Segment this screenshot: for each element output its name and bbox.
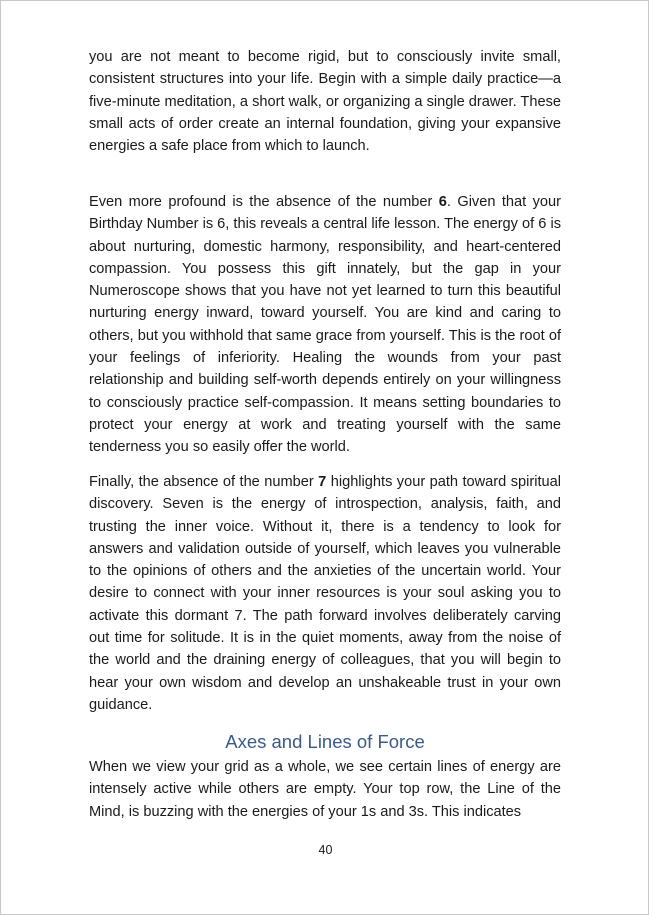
text-run: Finally, the absence of the number [89, 474, 319, 490]
paragraph-number-7 [89, 471, 561, 716]
paragraph-lines-of-force [89, 756, 561, 823]
paragraph-structure [89, 46, 561, 157]
text-run: Even more profound is the absence of the number [89, 194, 439, 210]
page-number: 40 [318, 843, 333, 857]
text-run: highlights your path toward spiritual discovery. Seven is the energy of introspection, analysis, faith, and trusting the inner voice. Without it, there is a tendency to look for answers and validation outside of yourself, which leaves you vulnerable to the opinions of others and the anxieties of the uncertain world. Your desire to connect with your inner resources is your soul asking you to activate this dormant 7. The path forward involves deliberately carving out time for solitude. It is in the quiet moments, away from the noise of the world and the draining energy of colleagues, that you will begin to hear your own wisdom and develop an unshakeable trust in your own guidance. [89, 474, 561, 713]
bold-number: 7 [318, 474, 327, 490]
paragraph-text: you are not meant to become rigid, but to consciously invite small, consistent structures into your life. Begin with a simple daily practice—a five-minute meditation, a short walk, or organizing a single drawer. These small acts of order create an internal foundation, giving your expansive energies a safe place from which to launch. [89, 49, 561, 155]
paragraph-text [89, 471, 561, 716]
paragraph-number-6 [89, 191, 561, 459]
section-heading: Axes and Lines of Force [225, 731, 425, 752]
bold-number: 6 [438, 194, 447, 210]
paragraph-text: When we view your grid as a whole, we see certain lines of energy are intensely active while others are empty. Your top row, the Line of the Mind, is buzzing with the energies of your 1s and 3s. This indicates [89, 759, 561, 820]
paragraph-text [89, 191, 561, 459]
text-run: . Given that your Birthday Number is 6, this reveals a central life lesson. The energy of 6 is about nurturing, domestic harmony, responsibility, and heart-centered compassion. You possess this gift innately, but the gap in your Numeroscope shows that you have not yet learned to turn this beautiful nurturing energy inward, toward yourself. You are kind and caring to others, but you withhold that same grace from yourself. This is the root of your feelings of inferiority. Healing the wounds from your past relationship and building self-worth depends entirely on your willingness to consciously practice self-compassion. It means setting boundaries to protect your energy at work and treating yourself with the same tenderness you so easily offer the world. [89, 194, 562, 456]
